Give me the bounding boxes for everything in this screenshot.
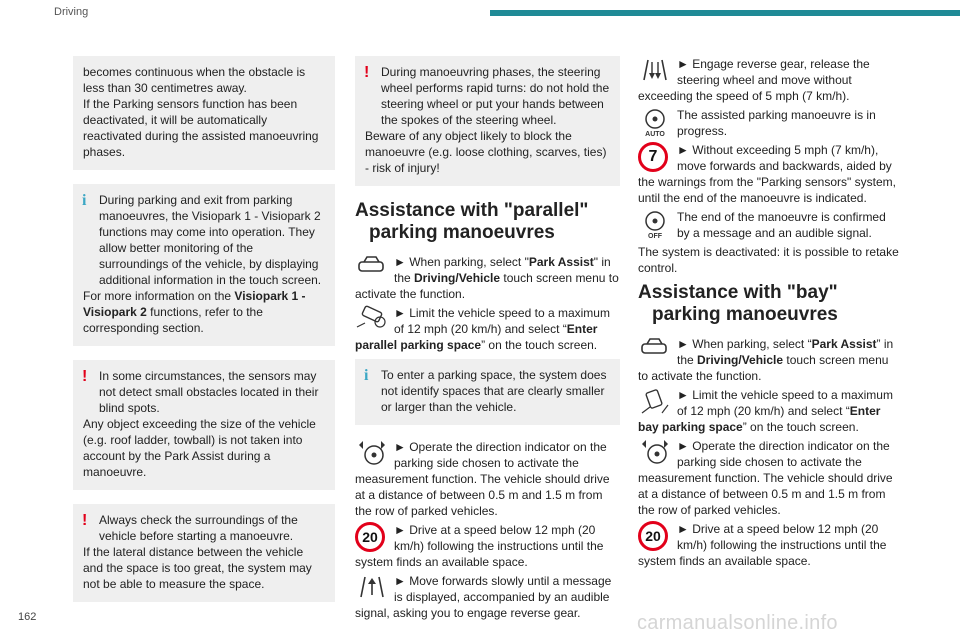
speed-limit-20-icon: 20 [638, 521, 672, 551]
reverse-icon [638, 56, 672, 86]
step: ► Limit the vehicle speed to a maximum of 12 mph (20 km/h) and select “Enter parallel parking space” on the touch screen. [355, 306, 610, 352]
step: ► Limit the vehicle speed to a maximum of 12 mph (20 km/h) and select “Enter bay parking space” on the touch screen. [638, 388, 893, 434]
paragraph: becomes continuous when the obstacle is less than 30 centimetres away. [83, 65, 306, 95]
auto-steering-icon [638, 107, 672, 137]
warning-icon: ! [82, 512, 88, 529]
warning-box [73, 504, 335, 602]
info-icon: i [364, 367, 369, 384]
steering-wheel-indicator-icon [638, 438, 672, 468]
info-box [355, 359, 620, 425]
paragraph: i During parking and exit from parking manoeuvres, the Visiopark 1 - Visiopark 2 functions may come into operation. They allow better monitoring of the surroundings of the vehicle, by displaying additional information in the touch screen. [82, 192, 322, 287]
step: AUTO The assisted parking manoeuvre is in progress. [638, 107, 900, 139]
warning-icon: ! [82, 368, 88, 385]
car-icon [638, 336, 672, 366]
running-header: Driving [54, 6, 89, 18]
move-forward-icon [355, 573, 389, 603]
header-accent-bar [490, 10, 960, 16]
step: ► When parking, select "Park Assist" in the Driving/Vehicle touch screen menu to activate the function. [355, 255, 619, 301]
paragraph: Any object exceeding the size of the vehicle (e.g. roof ladder, towball) is not taken into account by the Park Assist during a manoeuvre. [83, 417, 316, 479]
speed-limit-20-icon: 20 [355, 522, 389, 552]
watermark: carmanualsonline.info [637, 612, 838, 634]
info-icon: i [82, 192, 87, 209]
step: ► Operate the direction indicator on the parking side chosen to activate the measurement function. The vehicle should drive at a distance of between 0.5 m and 1.5 m from the row of parked vehicles. [355, 440, 610, 518]
steering-wheel-indicator-icon [355, 439, 389, 469]
step: 20 ► Drive at a speed below 12 mph (20 km/h) following the instructions until the system finds an available space. [638, 522, 887, 568]
step: ► Operate the direction indicator on the parking side chosen to activate the measurement function. The vehicle should drive at a distance of between 0.5 m and 1.5 m from the row of parked vehicles. [638, 439, 893, 517]
paragraph: i To enter a parking space, the system does not identify spaces that are clearly smaller or larger than the vehicle. [364, 367, 607, 414]
step: 20 ► Drive at a speed below 12 mph (20 km/h) following the instructions until the system finds an available space. [355, 523, 604, 569]
info-box [73, 184, 335, 346]
step: ► Move forwards slowly until a message is displayed, accompanied by an audible signal, asking you to engage reverse gear. [355, 574, 612, 620]
steering-off-icon [638, 209, 672, 239]
paragraph: Beware of any object likely to block the manoeuvre (e.g. loose clothing, scarves, ties) - risk of injury! [365, 129, 607, 175]
paragraph: ! During manoeuvring phases, the steering wheel performs rapid turns: do not hold the steering wheel or put your hands between the spokes of the steering wheel. [364, 64, 610, 127]
speed-limit-7-icon: 7 [638, 142, 672, 172]
column-2 [355, 56, 620, 624]
paragraph: The system is deactivated: it is possible to retake control. [638, 245, 899, 275]
column-3 [638, 56, 900, 572]
paragraph: If the Parking sensors function has been deactivated, it will be automatically reactivated during the assisted manoeuvring phases. [83, 97, 319, 159]
svg-text:AUTO: AUTO [645, 131, 665, 137]
step: OFF The end of the manoeuvre is confirmed by a message and an audible signal. [638, 209, 900, 241]
paragraph: For more information on the Visiopark 1 - Visiopark 2 functions, refer to the corresponding section. [83, 289, 306, 335]
section-heading: Assistance with "bay" parking manoeuvres [638, 282, 838, 325]
warning-box [73, 360, 335, 490]
step: 7 ► Without exceeding 5 mph (7 km/h), move forwards and backwards, aided by the warnings from the "Parking sensors" system, until the end of the manoeuvre is indicated. [638, 143, 896, 205]
warning-box [355, 56, 620, 186]
paragraph: ! Always check the surroundings of the vehicle before starting a manoeuvre. [82, 512, 298, 543]
note-box [73, 56, 335, 170]
car-icon [355, 254, 389, 284]
paragraph: If the lateral distance between the vehicle and the space is too great, the system may not be able to measure the space. [83, 545, 312, 591]
section-heading: Assistance with "parallel" parking manoeuvres [355, 200, 589, 243]
step: ► Engage reverse gear, release the steering wheel and move without exceeding the speed of 5 mph (7 km/h). [638, 57, 870, 103]
paragraph: ! In some circumstances, the sensors may not detect small obstacles located in their blind spots. [82, 368, 319, 415]
step: ► When parking, select “Park Assist” in the Driving/Vehicle touch screen menu to activate the function. [638, 337, 894, 383]
column-1 [73, 56, 335, 616]
page-number: 162 [18, 611, 37, 623]
parallel-park-icon [355, 305, 389, 335]
svg-text:OFF: OFF [648, 233, 662, 239]
bay-park-icon [638, 387, 672, 417]
warning-icon: ! [364, 64, 370, 81]
